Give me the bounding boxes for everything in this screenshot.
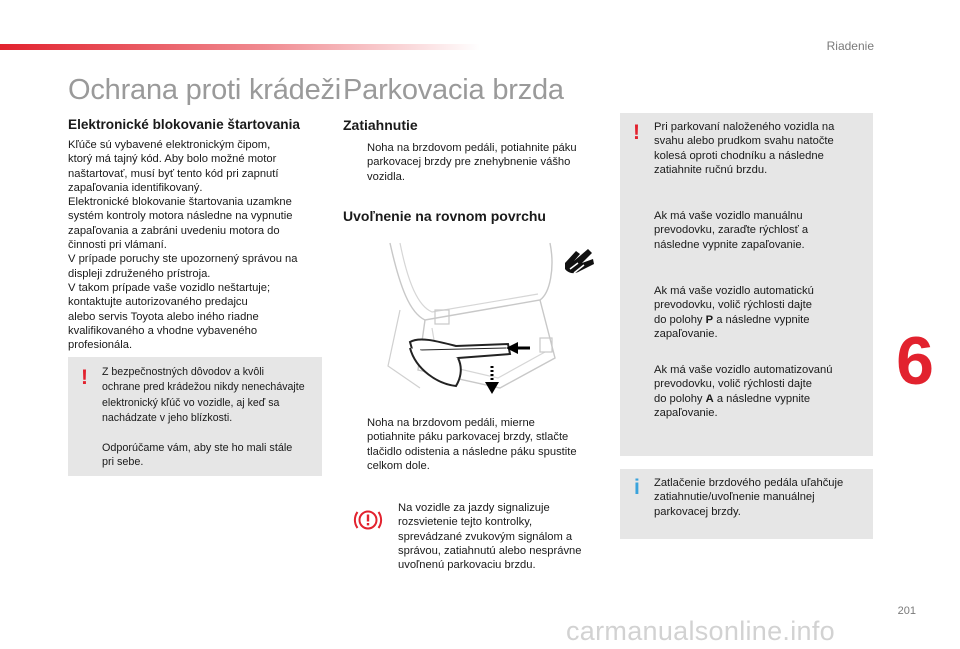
- brake-warning-lamp-icon: [353, 507, 383, 533]
- warning-box-key: [68, 357, 322, 476]
- warning-automated-text: Ak má vaše vozidlo automatizovanú prevodovku, volič rýchlosti dajte do polohy A a následne vypnite zapaľovanie.: [654, 364, 833, 419]
- info-icon: i: [634, 476, 640, 499]
- release-instruction: Noha na brzdovom pedáli, mierne potiahnite páku parkovacej brzdy, stlačte tlačidlo odistenia a následne páku spustite celkom dole.: [367, 417, 577, 472]
- subheading-immobiliser: Elektronické blokovanie štartovania: [68, 117, 300, 132]
- bullet-apply: [343, 141, 603, 184]
- watermark: carmanualsonline.info: [566, 616, 835, 646]
- warning-box-parking: [620, 113, 873, 456]
- bullet-arrow-icon: [343, 416, 367, 473]
- info-box-brake-pedal: [620, 469, 873, 539]
- warning-key-text: Z bezpečnostných dôvodov a kvôli ochrane pred krádežou nikdy nenechávajte elektronický kľúč vo vozidle, aj keď sa nachádzate v jeho blízkosti.: [102, 366, 305, 424]
- info-pedal-text: Zatlačenie brzdového pedála uľahčuje zatiahnutie/uvoľnenie manuálnej parkovacej brzdy.: [654, 477, 844, 518]
- warning-manual-text: Ak má vaše vozidlo manuálnu prevodovku, zaraďte rýchlosť a následne vypnite zapaľovanie.: [654, 210, 809, 251]
- hand-pull-icon: [562, 245, 596, 279]
- warning-automatic-text: Ak má vaše vozidlo automatickú prevodovku, volič rýchlosti dajte do polohy P a následne vypnite zapaľovanie.: [654, 285, 814, 340]
- warning-key-advice: Odporúčame vám, aby ste ho mali stále pri sebe.: [102, 442, 293, 469]
- chapter-title: Riadenie: [826, 39, 874, 53]
- warning-exclamation-icon: !: [81, 366, 88, 389]
- bullet-arrow-icon: [343, 141, 367, 184]
- subheading-apply: Zatiahnutie: [343, 117, 418, 133]
- top-accent-bar: [0, 44, 480, 50]
- apply-instruction: Noha na brzdovom pedáli, potiahnite páku parkovacej brzdy pre znehybnenie vášho vozidla.: [367, 142, 577, 183]
- page-number: 201: [897, 605, 916, 617]
- subheading-release: Uvoľnenie na rovnom povrchu: [343, 208, 546, 224]
- immobiliser-paragraph: Kľúče sú vybavené elektronickým čipom, ktorý má tajný kód. Aby bolo možné motor naštartovať, musí byť tento kód pri zapnutí zapaľovania identifikovaný. Elektronické blokovanie štartovania uzamkne systém kontroly motora následne na vypnutie zapaľovania a zabráni uvedeniu motora do činnosti pri vlámaní. V prípade poruchy ste upozornený správou na displeji združeného prístroja. V takom prípade vaše vozidlo neštartuje; kontaktujte autorizovaného predajcu alebo servis Toyota alebo iného riadne kvalifikovaného a vhodne vybaveného profesionála.: [68, 139, 298, 352]
- parking-brake-lever-illustration: [380, 238, 590, 400]
- section-title-theft-protection: Ochrana proti krádeži: [68, 74, 342, 106]
- warning-exclamation-icon: !: [633, 121, 640, 144]
- brake-lamp-alert-text: Na vozidle za jazdy signalizuje rozsvietenie tejto kontrolky, sprevádzané zvukovým signálom a správou, zatiahnutú alebo nesprávne uvoľnenú parkovaciu brzdu.: [398, 502, 582, 572]
- bullet-release: [343, 416, 603, 473]
- warning-slope-text: Pri parkovaní naloženého vozidla na svahu alebo prudkom svahu natočte kolesá oproti chodníku a následne zatiahnite ručnú brzdu.: [654, 121, 835, 176]
- section-title-parking-brake: Parkovacia brzda: [343, 74, 564, 106]
- chapter-number-badge: 6: [896, 323, 934, 399]
